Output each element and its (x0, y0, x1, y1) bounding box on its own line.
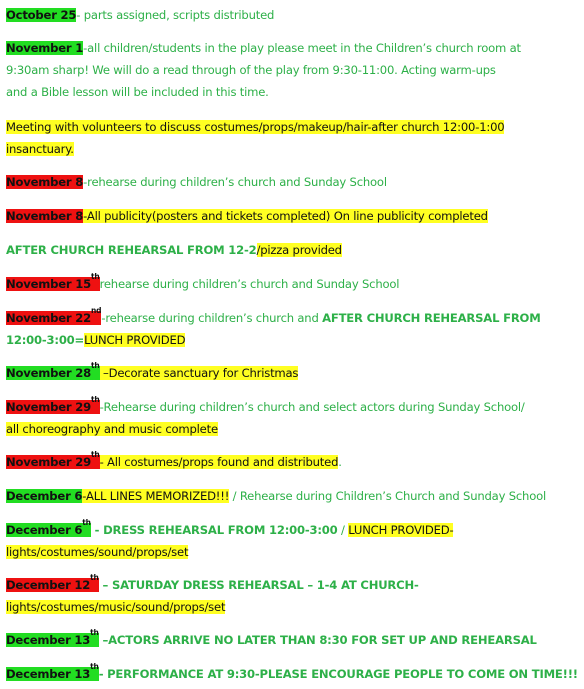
entry-text: -rehearse during children’s church and (101, 311, 323, 325)
bold-text: –ACTORS ARRIVE NO LATER THAN 8:30 FOR SET UP AND REHEARSAL (98, 633, 537, 647)
date-highlight: November 8 (6, 209, 84, 223)
entry-text: rehearse during children’s church and Sunday School (99, 277, 400, 291)
entry-december-6-lines (6, 485, 546, 507)
highlight-text-line-2: lights/costumes/sound/props/set (6, 545, 189, 559)
date-highlight: December 6 (6, 489, 83, 503)
highlight-text: -ALL LINES MEMORIZED!!! (82, 489, 230, 503)
highlight-text: /pizza provided (256, 243, 342, 257)
date-highlight: December 13th (6, 662, 99, 681)
entry-december-13-performance (6, 663, 578, 685)
entry-text: -Rehearse during children’s church and select actors during Sunday School/ (99, 400, 525, 414)
entry-text: -rehearse during children’s church and Sunday School (83, 175, 387, 189)
bold-text: AFTER CHURCH REHEARSAL FROM 12-2 (6, 243, 257, 257)
entry-december-12 (6, 574, 419, 618)
highlight-text: - All costumes/props found and distributed (99, 455, 339, 469)
highlight-text: lights/costumes/music/sound/props/set (6, 600, 226, 614)
bold-text-line-2: 12:00-3:00= (6, 333, 85, 347)
highlight-text: –Decorate sanctuary for Christmas (99, 366, 299, 380)
date-highlight: October 25 (6, 8, 77, 22)
date-highlight: December 6th (6, 518, 91, 537)
date-highlight: November 15th (6, 272, 100, 291)
entry-november-8-publicity (6, 205, 488, 227)
entry-november-8-rehearse (6, 171, 387, 193)
highlight-text: -All publicity(posters and tickets completed) On line publicity completed (83, 209, 488, 223)
date-highlight: November 1 (6, 41, 84, 55)
entry-december-6-dress (6, 519, 453, 563)
entry-text: -all children/students in the play please meet in the Children’s church room at (83, 41, 521, 55)
highlight-text: LUNCH PROVIDED (84, 333, 186, 347)
highlight-text: LUNCH PROVIDED- (348, 523, 454, 537)
bold-text: AFTER CHURCH REHEARSAL FROM (322, 311, 541, 325)
entry-november-22 (6, 307, 541, 351)
entry-text: . (338, 455, 342, 469)
entry-november-29-costumes (6, 451, 342, 473)
date-highlight: December 12th (6, 573, 99, 592)
highlight-text: Meeting with volunteers to discuss costumes/props/makeup/hair-after church 12:00-1:00 (6, 120, 505, 134)
bold-text: – SATURDAY DRESS REHEARSAL – 1-4 AT CHURCH- (98, 578, 419, 592)
entry-volunteer-meeting (6, 116, 504, 160)
bold-text: - DRESS REHEARSAL FROM 12:00-3:00 (90, 523, 338, 537)
entry-november-29-rehearse (6, 396, 525, 440)
date-highlight: November 28th (6, 361, 100, 380)
entry-text-line-3: and a Bible lesson will be included in this time. (6, 85, 269, 99)
entry-text: - parts assigned, scripts distributed (76, 8, 275, 22)
date-highlight: December 13th (6, 628, 99, 647)
date-highlight: November 22nd (6, 306, 102, 325)
entry-december-13-arrive (6, 629, 537, 651)
entry-november-1 (6, 37, 521, 103)
entry-november-28 (6, 362, 298, 384)
entry-after-church-rehearsal (6, 239, 342, 261)
entry-november-15 (6, 273, 399, 295)
entry-text-line-2: 9:30am sharp! We will do a read through of the play from 9:30-11:00. Acting warm-ups (6, 63, 496, 77)
bold-text: - PERFORMANCE AT 9:30-PLEASE ENCOURAGE PEOPLE TO COME ON TIME!!! (98, 667, 578, 681)
date-highlight: November 29th (6, 450, 100, 469)
date-highlight: November 8 (6, 175, 84, 189)
separator-text: / (337, 523, 349, 537)
date-highlight: November 29th (6, 395, 100, 414)
entry-october-25 (6, 4, 274, 26)
highlight-text-line-2: insanctuary. (6, 142, 74, 156)
highlight-text: all choreography and music complete (6, 422, 218, 436)
entry-text: / Rehearse during Children’s Church and Sunday School (229, 489, 547, 503)
